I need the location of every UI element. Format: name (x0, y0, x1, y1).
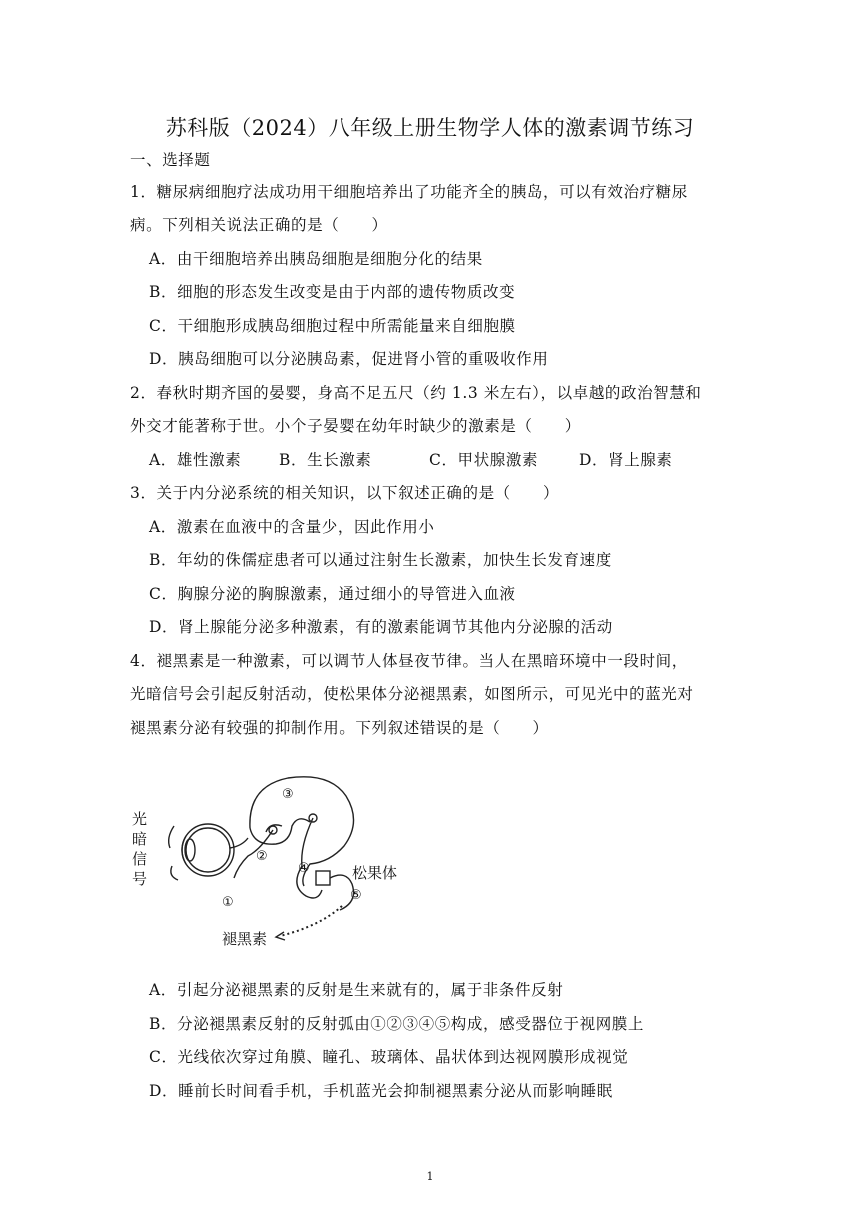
q1-stem-line2: 病。下列相关说法正确的是（ ） (130, 216, 388, 234)
q2-stem-line1: 2．春秋时期齐国的晏婴，身高不足五尺（约 1.3 米左右），以卓越的政治智慧和 (130, 384, 702, 402)
page-title: 苏科版（2024）八年级上册生物学人体的激素调节练习 (165, 116, 695, 140)
melatonin-reflex-figure (130, 766, 430, 951)
q2-option-a: A．雄性激素 (149, 451, 242, 469)
q2-stem-line2: 外交才能著称于世。小个子晏婴在幼年时缺少的激素是（ ） (130, 417, 581, 435)
melatonin-arrow (280, 906, 342, 936)
q3-option-b: B．年幼的侏儒症患者可以通过注射生长激素，加快生长发育速度 (149, 551, 612, 569)
q1-option-a: A．由干细胞培养出胰岛细胞是细胞分化的结果 (149, 250, 483, 268)
signal-char-3: 信 (132, 851, 148, 868)
signal-char-1: 光 (132, 811, 148, 828)
signal-label (132, 811, 147, 888)
q3-option-d: D．肾上腺能分泌多种激素，有的激素能调节其他内分泌腺的活动 (149, 618, 613, 636)
marker-1: ① (222, 894, 234, 909)
q3-stem: 3．关于内分泌系统的相关知识，以下叙述正确的是（ ） (130, 484, 560, 502)
q4-stem-line2: 光暗信号会引起反射活动，使松果体分泌褪黑素，如图所示，可见光中的蓝光对 (130, 685, 694, 703)
marker-3: ③ (282, 786, 294, 801)
q1-stem-line1: 1．糖尿病细胞疗法成功用干细胞培养出了功能齐全的胰岛，可以有效治疗糖尿 (130, 183, 688, 201)
q3-option-a: A．激素在血液中的含量少，因此作用小 (149, 518, 435, 536)
marker-2: ② (256, 848, 268, 863)
q4-option-b: B．分泌褪黑素反射的反射弧由①②③④⑤构成，感受器位于视网膜上 (149, 1015, 644, 1033)
pineal-label: 松果体 (352, 865, 398, 882)
q4-option-c: C．光线依次穿过角膜、瞳孔、玻璃体、晶状体到达视网膜形成视觉 (149, 1048, 629, 1066)
q4-option-a: A．引起分泌褪黑素的反射是生来就有的，属于非条件反射 (149, 981, 564, 999)
q4-option-d: D．睡前长时间看手机，手机蓝光会抑制褪黑素分泌从而影响睡眠 (149, 1082, 613, 1100)
page-number: 1 (426, 1170, 434, 1183)
q2-option-b: B．生长激素 (279, 451, 372, 469)
section-heading: 一、选择题 (130, 151, 211, 169)
q4-stem-line1: 4．褪黑素是一种激素，可以调节人体昼夜节律。当人在黑暗环境中一段时间， (130, 652, 688, 670)
q1-option-b: B．细胞的形态发生改变是由于内部的遗传物质改变 (149, 283, 516, 301)
q2-option-d: D．肾上腺素 (579, 451, 673, 469)
marker-4: ④ (298, 860, 310, 875)
q4-stem-line3: 褪黑素分泌有较强的抑制作用。下列叙述错误的是（ ） (130, 719, 549, 737)
markers (222, 786, 362, 909)
q2-option-c: C．甲状腺激素 (429, 451, 539, 469)
marker-5: ⑤ (350, 887, 362, 902)
brain-drawing (234, 777, 354, 886)
signal-char-4: 号 (132, 871, 148, 888)
q2-options (149, 450, 673, 470)
q3-option-c: C．胸腺分泌的胸腺激素，通过细小的导管进入血液 (149, 585, 516, 603)
q1-option-c: C．干细胞形成胰岛细胞过程中所需能量来自细胞膜 (149, 317, 516, 335)
signal-char-2: 暗 (132, 831, 148, 848)
melatonin-label: 褪黑素 (222, 931, 268, 948)
q1-option-d: D．胰岛细胞可以分泌胰岛素，促进肾小管的重吸收作用 (149, 350, 549, 368)
